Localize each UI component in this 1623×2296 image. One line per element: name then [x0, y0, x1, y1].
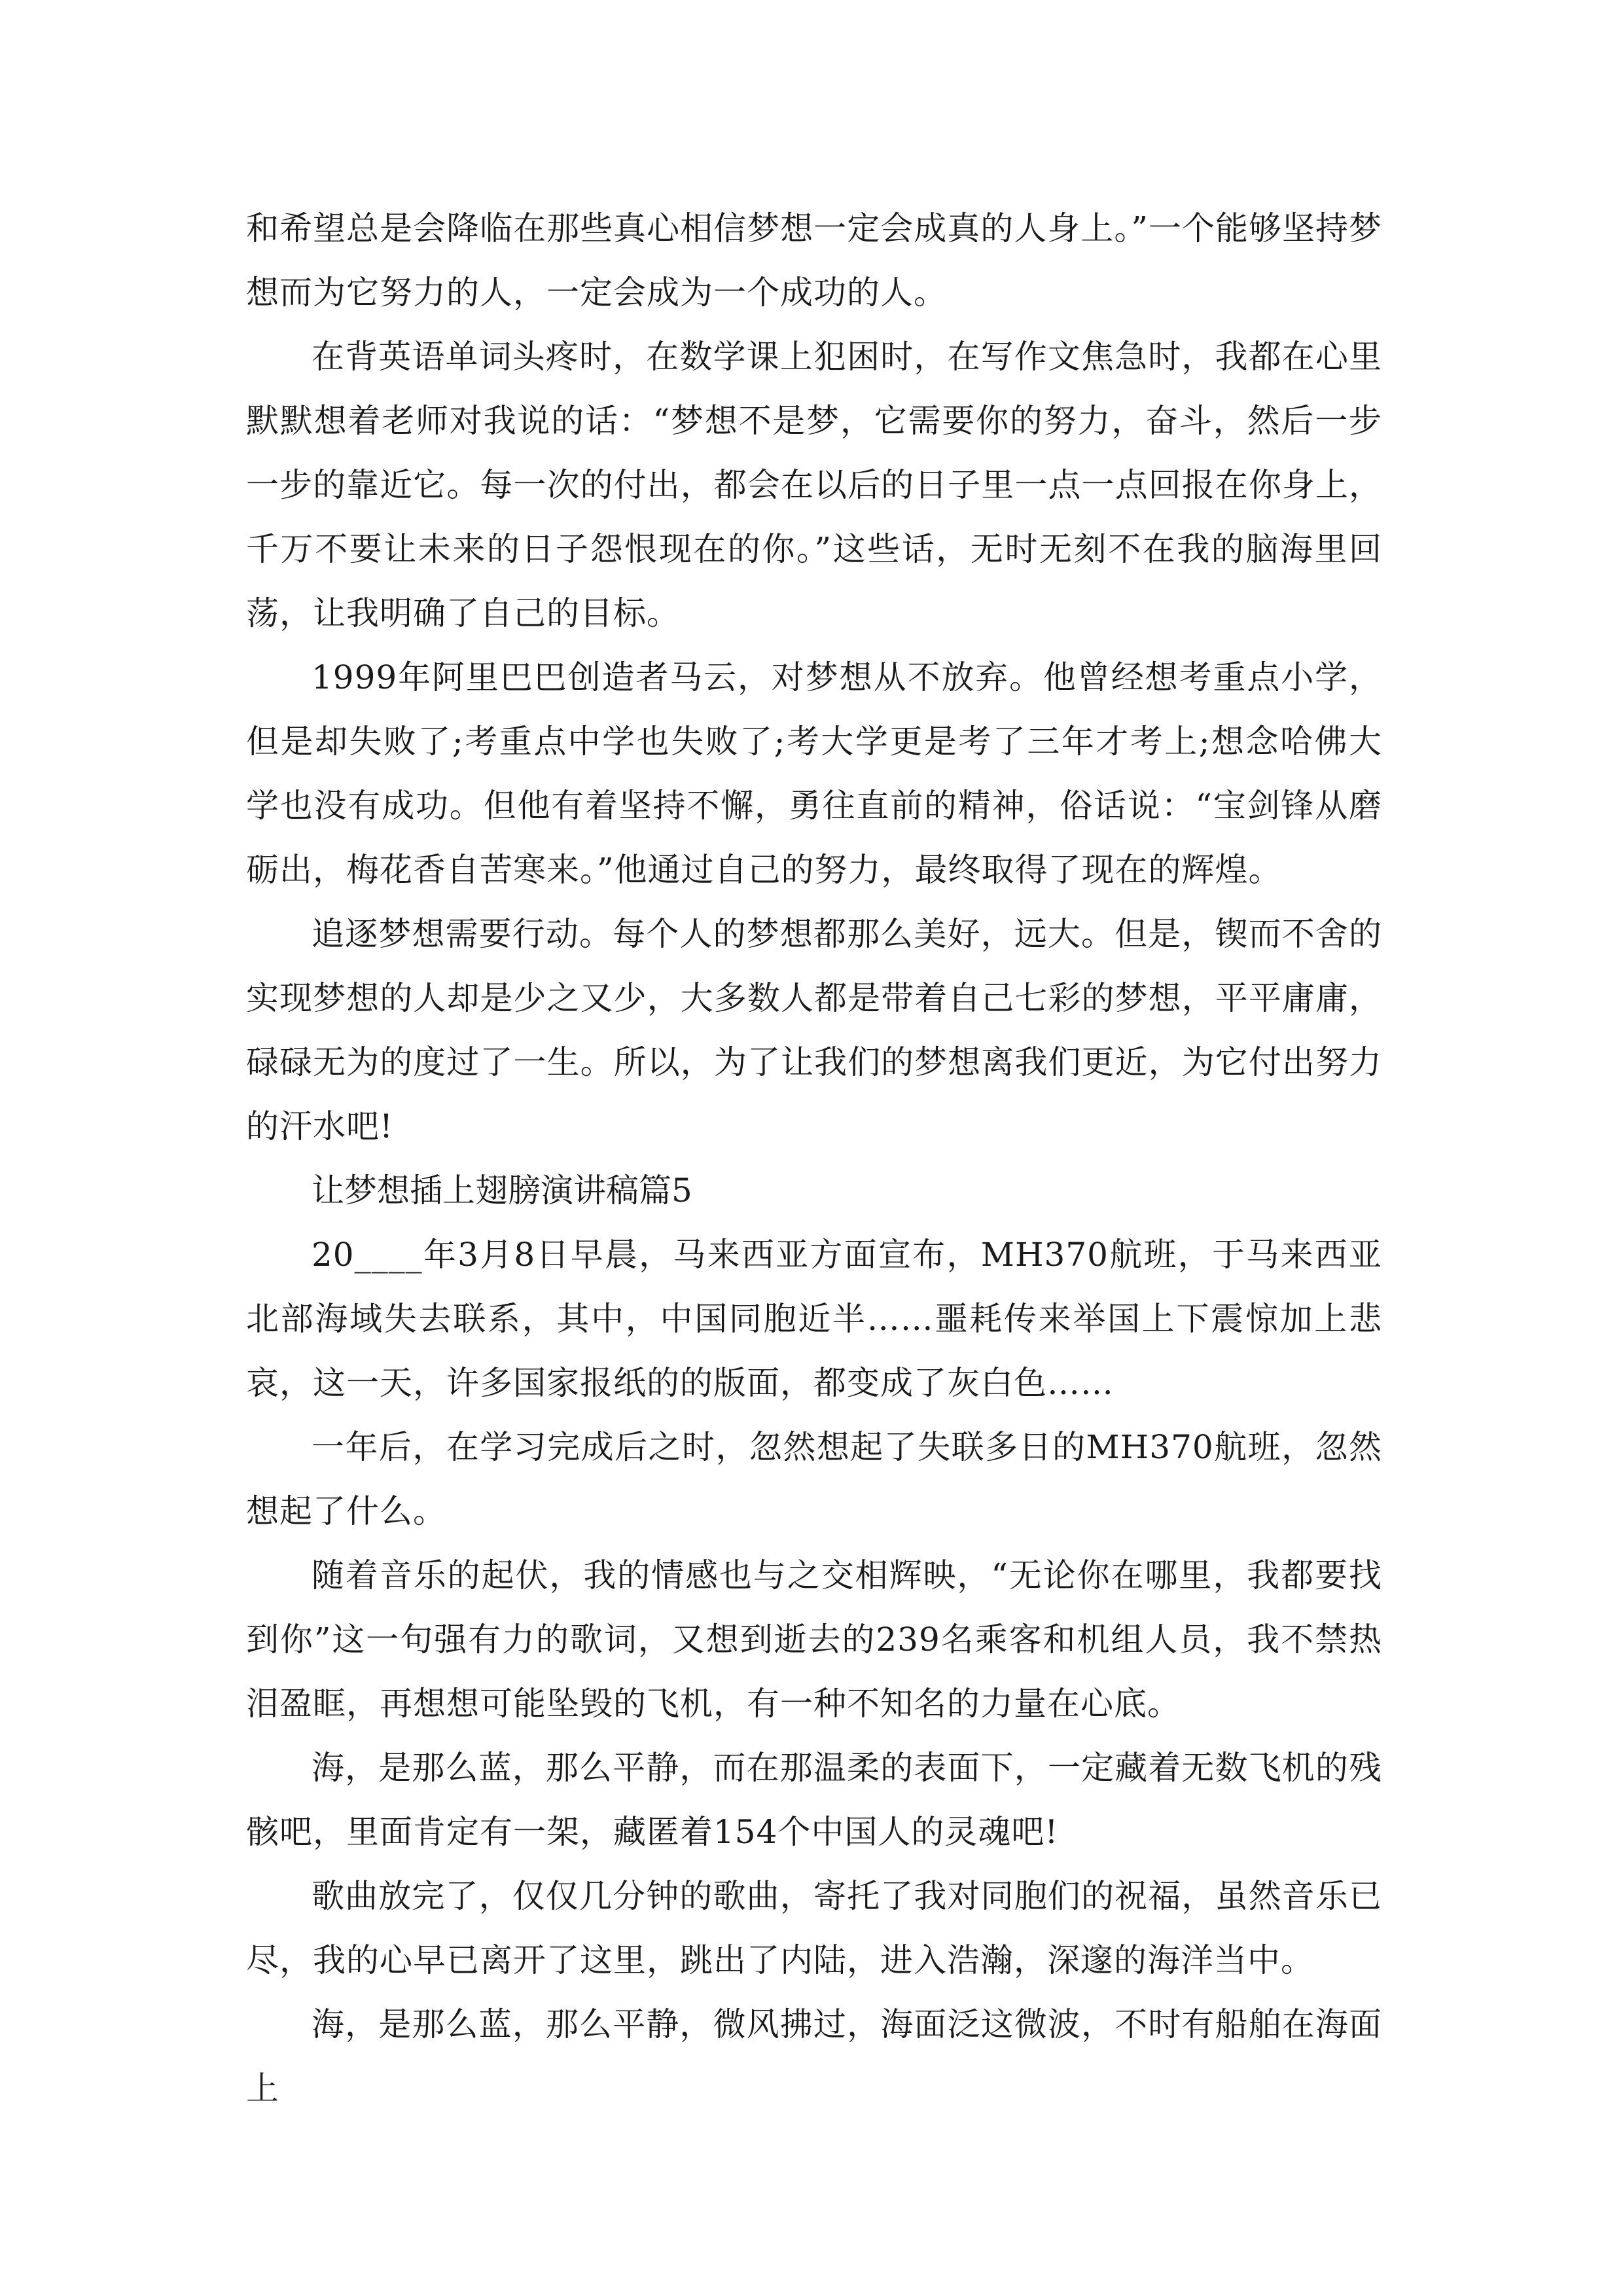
paragraph-jack-ma: 1999年阿里巴巴创造者马云，对梦想从不放弃。他曾经想考重点小学，但是却失败了;考重点中学也失败了;考大学更是考了三年才考上;想念哈佛大学也没有成功。但他有着坚持不懈，勇往直前的精神，俗话说：“宝剑锋从磨砺出，梅花香自苦寒来。”他通过自己的努力，最终取得了现在的辉煌。 [246, 658, 1382, 889]
paragraph-sea-blue: 海，是那么蓝，那么平静，而在那温柔的表面下，一定藏着无数飞机的残骸吧，里面肯定有一架，藏匿着154个中国人的灵魂吧! [246, 1749, 1382, 1851]
paragraph-music: 随着音乐的起伏，我的情感也与之交相辉映，“无论你在哪里，我都要找到你”这一句强有力的歌词，又想到逝去的239名乘客和机组人员，我不禁热泪盈眶，再想想可能坠毁的飞机，有一种不知名的力量在心底。 [246, 1556, 1382, 1723]
paragraph-sea-calm: 海，是那么蓝，那么平静，微风拂过，海面泛这微波，不时有船舶在海面上 [246, 2005, 1382, 2108]
section-heading: 让梦想插上翅膀演讲稿篇5 [312, 1172, 692, 1210]
paragraph-pursue-dream: 追逐梦想需要行动。每个人的梦想都那么美好，远大。但是，锲而不舍的实现梦想的人却是少之又少，大多数人都是带着自己七彩的梦想，平平庸庸，碌碌无为的度过了一生。所以，为了让我们的梦想离我们更近，为它付出努力的汗水吧! [246, 915, 1382, 1145]
paragraph-song-ended: 歌曲放完了，仅仅几分钟的歌曲，寄托了我对同胞们的祝福，虽然音乐已尽，我的心早已离开了这里，跳出了内陆，进入浩瀚，深邃的海洋当中。 [246, 1877, 1382, 1979]
document-page [246, 196, 1382, 2121]
paragraph-teacher-words: 在背英语单词头疼时，在数学课上犯困时，在写作文焦急时，我都在心里默默想着老师对我说的话：“梦想不是梦，它需要你的努力，奋斗，然后一步一步的靠近它。每一次的付出，都会在以后的日子里一点一点回报在你身上，千万不要让未来的日子怨恨现在的你。”这些话，无时无刻不在我的脑海里回荡，让我明确了自己的目标。 [246, 338, 1382, 632]
paragraph-mh370-news: 20____年3月8日早晨，马来西亚方面宣布，MH370航班，于马来西亚北部海域失去联系，其中，中国同胞近半……噩耗传来举国上下震惊加上悲哀，这一天，许多国家报纸的的版面，都变成了灰白色…… [246, 1236, 1382, 1402]
paragraph-one-year-later: 一年后，在学习完成后之时，忽然想起了失联多日的MH370航班，忽然想起了什么。 [246, 1428, 1382, 1530]
paragraph-continuation: 和希望总是会降临在那些真心相信梦想一定会成真的人身上。”一个能够坚持梦想而为它努力的人，一定会成为一个成功的人。 [246, 209, 1382, 312]
